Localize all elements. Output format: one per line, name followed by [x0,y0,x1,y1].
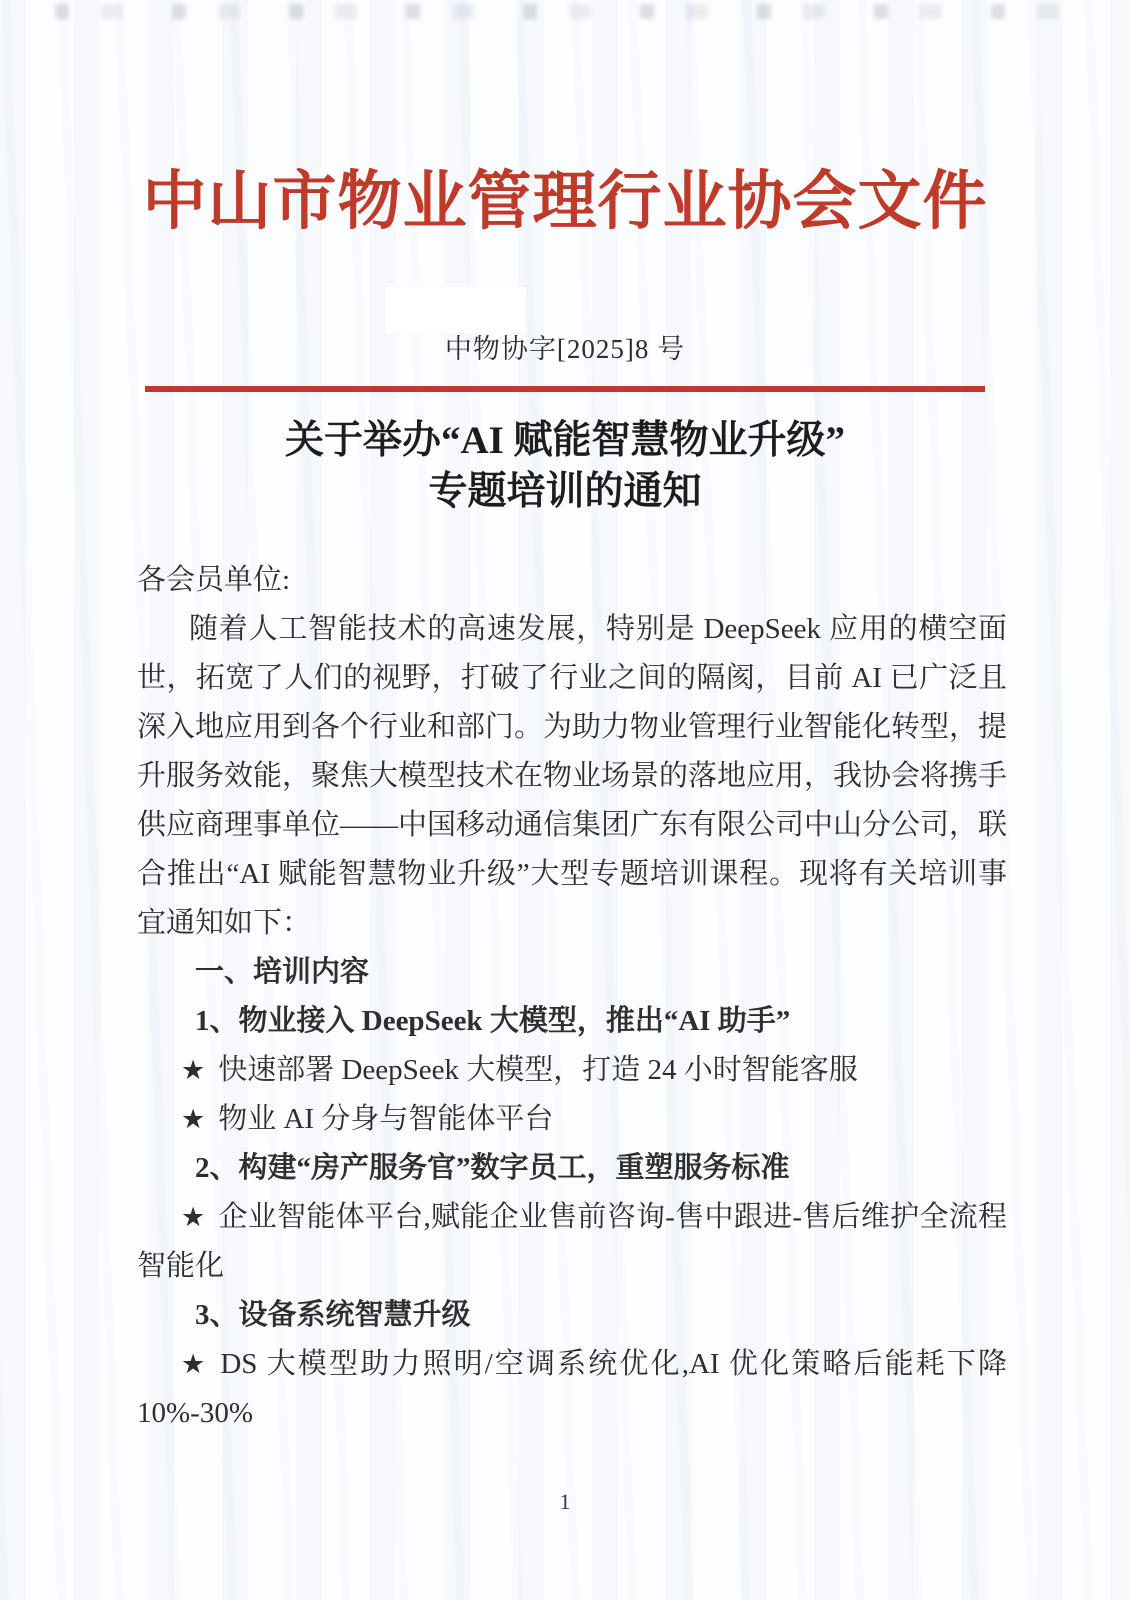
org-header-title: 中山市物业管理行业协会文件 [142,166,988,237]
bullet-text: 快速部署 DeepSeek 大模型，打造 24 小时智能客服 [218,1054,858,1086]
star-bullet-icon: ★ [181,1202,206,1232]
salutation: 各会员单位: [137,564,291,596]
bullet-item [137,1340,1007,1438]
section-heading: 一、培训内容 [195,956,370,988]
red-divider-rule [145,386,985,392]
document-title [0,415,1130,517]
scan-noise-artifact [55,4,1105,19]
page-number: 1 [559,1489,571,1514]
bullet-text: 企业智能体平台,赋能企业售前咨询-售中跟进-售后维护全流程智能化 [137,1201,1007,1282]
item1-heading: 1、物业接入 DeepSeek 大模型，推出“AI 助手” [195,1005,791,1037]
doc-number: 中物协字[2025]8 号 [444,334,686,364]
star-bullet-icon: ★ [181,1349,208,1379]
document-body [137,556,1007,1438]
bullet-text: 物业 AI 分身与智能体平台 [218,1103,554,1135]
bullet-item [137,1193,1007,1291]
document-title-line1: 关于举办“AI 赋能智慧物业升级” [284,419,846,462]
bullet-text: DS 大模型助力照明/空调系统优化,AI 优化策略后能耗下降 10%-30% [137,1348,1007,1429]
item2-heading: 2、构建“房产服务官”数字员工，重塑服务标准 [195,1152,790,1184]
intro-paragraph: 随着人工智能技术的高速发展，特别是 DeepSeek 应用的横空面世，拓宽了人们的视野，打破了行业之间的隔阂，目前 AI 已广泛且深入地应用到各个行业和部门。为助力物业管理行业智能化转型，提升服务效能，聚焦大模型技术在物业场景的落地应用，我协会将携手供应商理事单位——中国移动通信集团广东有限公司中山分公司，联合推出“AI 赋能智慧物业升级”大型专题培训课程。现将有关培训事宜通知如下： [137,613,1008,939]
star-bullet-icon: ★ [181,1104,206,1134]
star-bullet-icon: ★ [181,1055,206,1085]
bullet-item [137,1046,1007,1095]
bullet-item [137,1095,1007,1144]
document-title-line2: 专题培训的通知 [428,470,702,513]
item3-heading: 3、设备系统智慧升级 [195,1299,471,1331]
